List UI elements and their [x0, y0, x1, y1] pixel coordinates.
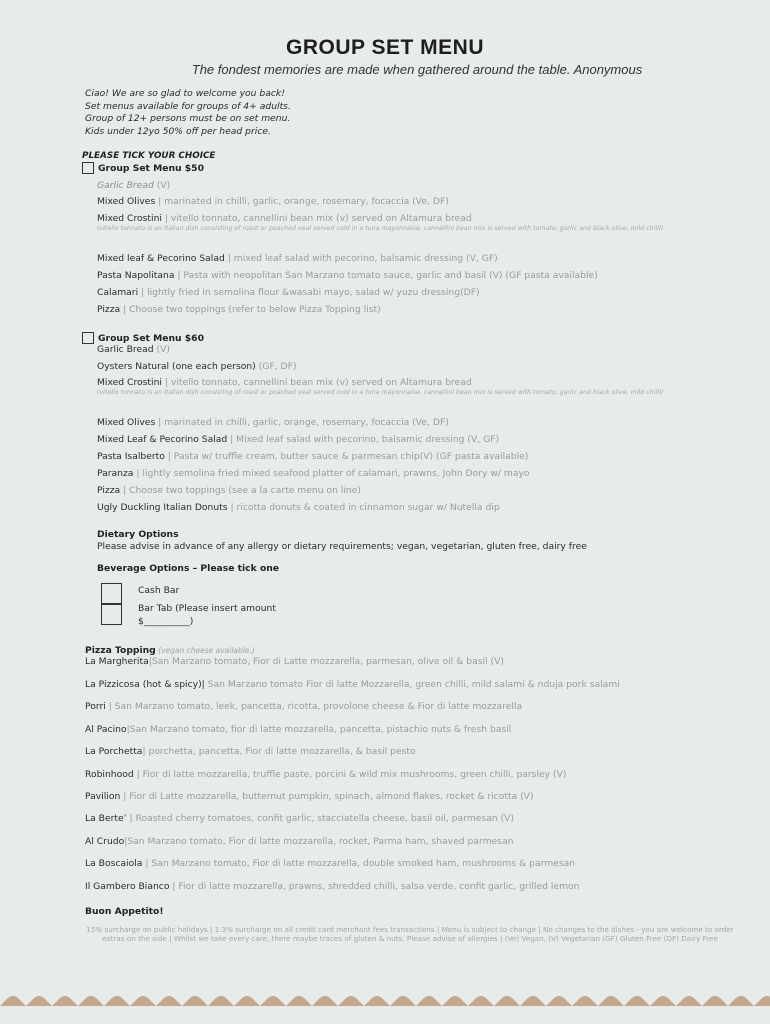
vegan-cheese-note: (vegan cheese available.) — [155, 646, 255, 655]
intro-line: Kids under 12yo 50% off per head price. — [85, 125, 271, 137]
crostini-note: (vitello tonnato is an Italian dish consisting of roast or poached veal served cold in a tuna mayonnaise, cannellini bean mix is served with tomato, garlic and black olive, mild chilli) — [97, 225, 664, 232]
menu-item: Pizza | Choose two toppings (see a la carte menu on line) — [97, 485, 361, 496]
menu-item: Mixed Crostini | vitello tonnato, cannellini bean mix (v) served on Altamura bread — [97, 377, 472, 388]
menu-item: Pasta Isalberto | Pasta w/ truffle cream, butter sauce & parmesan chip(V) (GF pasta available) — [97, 451, 529, 462]
dietary-text: Please advise in advance of any allergy or dietary requirements; vegan, vegetarian, gluten free, dairy free — [97, 541, 587, 552]
menu-item: Calamari | lightly fried in semolina flour &wasabi mayo, salad w/ yuzu dressing(DF) — [97, 287, 480, 298]
menu-50-checkbox[interactable] — [82, 162, 94, 174]
intro-text — [85, 88, 291, 138]
footer-notes: 15% surcharge on public holidays | 1.3% surcharge on all credit card merchant fees transactions | Menu is subject to change | No changes to the dishes - you are welcome to order extras on the side | Whilst we take every care, there maybe traces of gluten & nuts. Please advise of allergies | (Ve) Vegan, (V) Vegetarian (GF) Gluten Free (DF) Dairy Free — [86, 925, 734, 944]
menu-item: Mixed leaf & Pecorino Salad | mixed leaf salad with pecorino, balsamic dressing (V, GF) — [97, 253, 498, 264]
sign-off: Buon Appetito! — [85, 906, 164, 917]
cash-bar-checkbox[interactable] — [101, 583, 122, 604]
bar-tab-amount-field[interactable]: $__________) — [138, 616, 194, 627]
intro-line: Set menus available for groups of 4+ adults. — [85, 100, 291, 112]
menu-50-option[interactable] — [82, 162, 204, 174]
menu-item: Pizza | Choose two toppings (refer to below Pizza Topping list) — [97, 304, 381, 315]
pizza-item: La Boscaiola | San Marzano tomato, Fior di latte mozzarella, double smoked ham, mushrooms & parmesan — [85, 858, 576, 869]
menu-item: Oysters Natural (one each person) (GF, DF) — [97, 361, 297, 372]
menu-60-option[interactable] — [82, 332, 204, 344]
pizza-item: Al Pacino|San Marzano tomato, fior di latte mozzarella, pancetta, pistachio nuts & fresh basil — [85, 724, 512, 735]
menu-50-label: Group Set Menu $50 — [98, 162, 204, 174]
pizza-topping-heading: Pizza Topping (vegan cheese available.) — [85, 645, 255, 656]
menu-item: Mixed Leaf & Pecorino Salad | Mixed leaf salad with pecorino, balsamic dressing (V, GF) — [97, 434, 500, 445]
menu-60-label: Group Set Menu $60 — [98, 332, 204, 344]
menu-item: Mixed Crostini | vitello tonnato, cannellini bean mix (v) served on Altamura bread — [97, 213, 472, 224]
pizza-item: Il Gambero Bianco | Fior di latte mozzarella, prawns, shredded chilli, salsa verde, confit garlic, grilled lemon — [85, 881, 580, 892]
scallop-border — [0, 994, 770, 1024]
tick-choice-label: PLEASE TICK YOUR CHOICE — [82, 151, 216, 161]
pizza-item: Porri | San Marzano tomato, leek, pancetta, ricotta, provolone cheese & Fior di latte mozzarella — [85, 701, 523, 712]
menu-item: Mixed Olives | marinated in chilli, garlic, orange, rosemary, focaccia (Ve, DF) — [97, 196, 449, 207]
pizza-item: La Berte’ | Roasted cherry tomatoes, confit garlic, stacciatella cheese, basil oil, parmesan (V) — [85, 813, 514, 824]
pizza-item: Robinhood | Fior di latte mozzarella, truffle paste, porcini & wild mix mushrooms, green chilli, parsley (V) — [85, 769, 567, 780]
crostini-note: (vitello tonnato is an Italian dish consisting of roast or poached veal served cold in a tuna mayonnaise, cannellini bean mix is served with tomato, garlic and black olive, mild chilli) — [97, 389, 664, 396]
pizza-item: La Pizzicosa (hot & spicy)| San Marzano tomato Fior di latte Mozzarella, green chilli, mild salami & nduja pork salami — [85, 679, 620, 690]
pizza-item: La Porchetta| porchetta, pancetta, Fior di latte mozzarella, & basil pesto — [85, 746, 416, 757]
page-title: GROUP SET MENU — [286, 36, 484, 59]
menu-item: Ugly Duckling Italian Donuts | ricotta donuts & coated in cinnamon sugar w/ Nutella dip — [97, 502, 500, 513]
cash-bar-label: Cash Bar — [138, 585, 180, 596]
menu-item: Pasta Napolitana | Pasta with neopolitan San Marzano tomato sauce, garlic and basil (V) (GF pasta available) — [97, 270, 598, 281]
menu-item: Paranza | lightly semolina fried mixed seafood platter of calamari, prawns, John Dory w/ mayo — [97, 468, 530, 479]
menu-item: Garlic Bread (V) — [97, 180, 171, 191]
menu-item: Mixed Olives | marinated in chilli, garlic, orange, rosemary, focaccia (Ve, DF) — [97, 417, 449, 428]
bar-tab-label: Bar Tab (Please insert amount — [138, 603, 276, 614]
page-subtitle: The fondest memories are made when gathered around the table. Anonymous — [191, 62, 643, 77]
beverage-heading: Beverage Options – Please tick one — [97, 563, 280, 574]
pizza-item: Pavilion | Fior di Latte mozzarella, butternut pumpkin, spinach, almond flakes, rocket & ricotta (V) — [85, 791, 534, 802]
intro-line: Ciao! We are so glad to welcome you back! — [85, 88, 285, 99]
bar-tab-checkbox[interactable] — [101, 604, 122, 625]
menu-item: Garlic Bread (V) — [97, 344, 170, 355]
pizza-item: Al Crudo|San Marzano tomato, Fior di latte mozzarella, rocket, Parma ham, shaved parmesan — [85, 836, 514, 847]
intro-line: Group of 12+ persons must be on set menu. — [85, 113, 291, 125]
dietary-heading: Dietary Options — [97, 529, 179, 540]
menu-60-checkbox[interactable] — [82, 332, 94, 344]
pizza-item: La Margherita|San Marzano tomato, Fior di Latte mozzarella, parmesan, olive oil & basil (V) — [85, 656, 504, 667]
